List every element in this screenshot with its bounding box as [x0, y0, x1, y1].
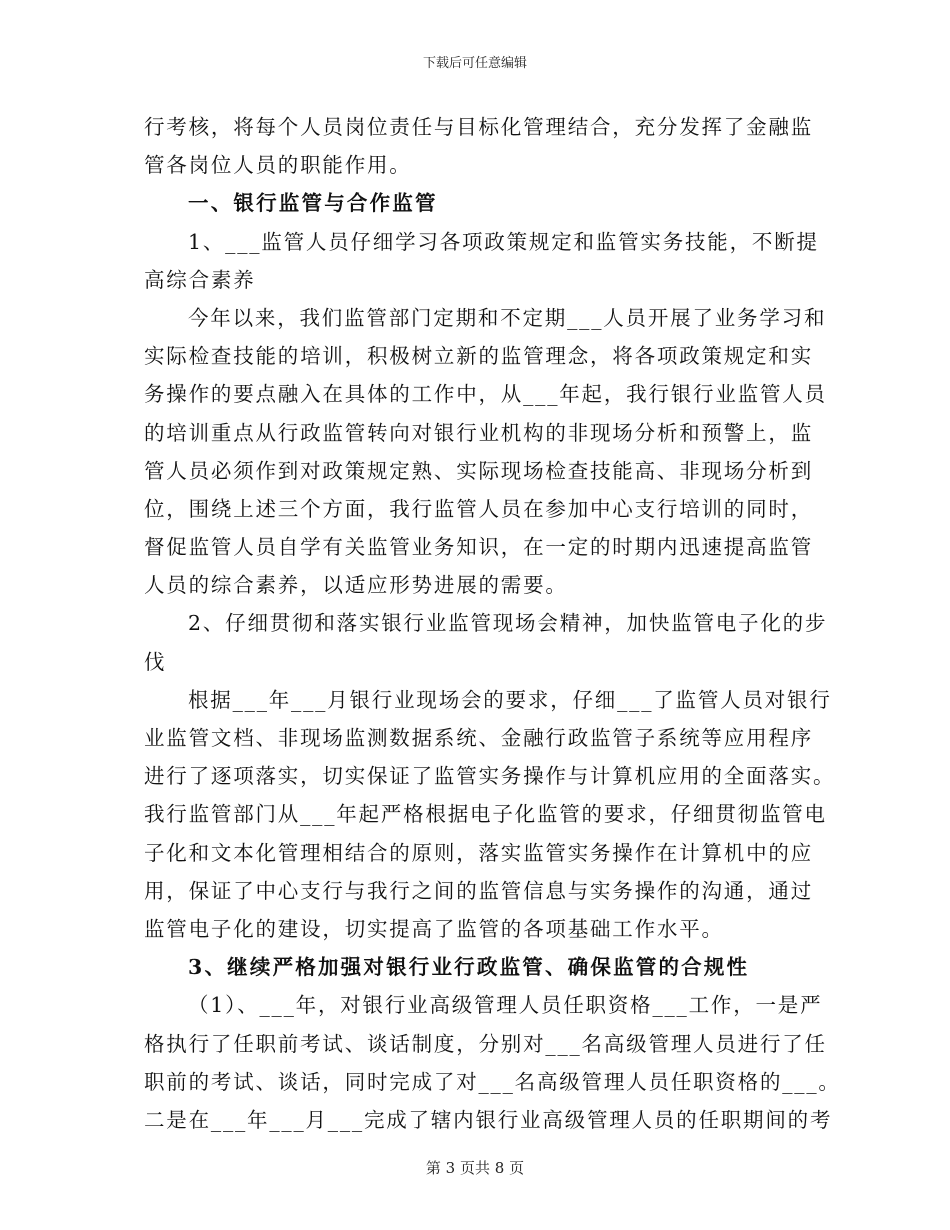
paragraph-line: 实际检查技能的培训，积极树立新的监管理念，将各项政策规定和实	[144, 344, 813, 369]
page-header: 下载后可任意编辑	[422, 56, 527, 71]
subsection-heading-line: 1、___监管人员仔细学习各项政策规定和监管实务技能，不断提	[188, 229, 819, 254]
section-heading: 3、继续严格加强对银行业行政监管、确保监管的合规性	[188, 955, 750, 980]
page-footer: 第 3 页共 8 页	[425, 1159, 525, 1177]
paragraph-line: 业监管文档、非现场监测数据系统、金融行政监管子系统等应用程序	[144, 726, 813, 750]
paragraph-line: 管人员必须作到对政策规定熟、实际现场检查技能高、非现场分析到	[144, 458, 813, 483]
paragraph-line: 务操作的要点融入在具体的工作中，从___年起，我行银行业监管人员	[144, 382, 827, 407]
paragraph-line: 位，围绕上述三个方面，我行监管人员在参加中心支行培训的同时，	[144, 496, 813, 521]
paragraph-line: 我行监管部门从___年起严格根据电子化监管的要求，仔细贯彻监管电	[144, 802, 827, 827]
document-body	[144, 108, 841, 1139]
paragraph-line: 行考核，将每个人员岗位责任与目标化管理结合，充分发挥了金融监	[144, 115, 813, 139]
section-heading: 一、银行监管与合作监管	[188, 191, 438, 216]
paragraph-line: 根据___年___月银行业现场会的要求，仔细___了监管人员对银行	[188, 687, 832, 712]
paragraph-line: 二是在___年___月___完成了辖内银行业高级管理人员的任职期间的考	[144, 1107, 833, 1132]
paragraph-line: 管各岗位人员的职能作用。	[144, 153, 412, 178]
paragraph-line: 监管电子化的建设，切实提高了监管的各项基础工作水平。	[144, 916, 724, 941]
paragraph-line: （1）、___年，对银行业高级管理人员任职资格___工作，一是严	[188, 993, 823, 1018]
paragraph-line: 人员的综合素养，以适应形势进展的需要。	[144, 573, 568, 598]
paragraph-line: 子化和文本化管理相结合的原则，落实监管实务操作在计算机中的应	[144, 840, 813, 865]
paragraph-line: 用，保证了中心支行与我行之间的监管信息与实务操作的沟通，通过	[144, 878, 813, 903]
paragraph-line: 职前的考试、谈话，同时完成了对___名高级管理人员任职资格的___。	[144, 1069, 841, 1094]
paragraph-line: 督促监管人员自学有关监管业务知识，在一定的时期内迅速提高监管	[144, 535, 813, 560]
subsection-heading-line: 高综合素养	[144, 267, 256, 292]
subsection-heading-line: 2、仔细贯彻和落实银行业监管现场会精神，加快监管电子化的步	[188, 611, 828, 636]
paragraph-line: 的培训重点从行政监管转向对银行业机构的非现场分析和预警上，监	[144, 420, 813, 445]
subsection-heading-line: 伐	[144, 649, 167, 674]
paragraph-line: 进行了逐项落实，切实保证了监管实务操作与计算机应用的全面落实。	[144, 764, 836, 789]
paragraph-line: 格执行了任职前考试、谈话制度，分别对___名高级管理人员进行了任	[144, 1031, 827, 1056]
paragraph-line: 今年以来，我们监管部门定期和不定期___人员开展了业务学习和	[188, 305, 827, 330]
